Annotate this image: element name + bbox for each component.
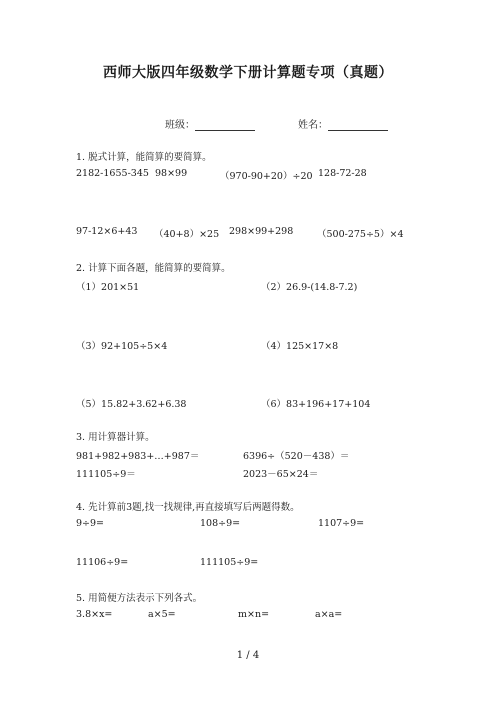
s4-r1-c1: 9÷9=: [76, 518, 105, 529]
class-field: [165, 116, 255, 131]
name-label: 姓名：: [298, 120, 328, 131]
section-3-heading: 3. 用计算器计算。: [76, 432, 155, 443]
s5-r1-c3: m×n=: [238, 609, 270, 620]
s1-r1-c3: （970-90+20）÷20: [220, 171, 313, 182]
s5-r1-c1: 3.8×x=: [76, 609, 113, 620]
s2-r3-c1: （5）15.82+3.62+6.38: [76, 399, 187, 410]
s5-r1-c2: a×5=: [148, 609, 176, 620]
s5-r1-c4: a×a=: [315, 609, 343, 620]
s2-r2-c1: （3）92+105÷5×4: [76, 341, 168, 352]
page-number: 1 / 4: [236, 650, 260, 661]
section-1-heading: 1. 脱式计算，能简算的要简算。: [76, 152, 212, 163]
s4-r2-c1: 11106÷9=: [76, 557, 129, 568]
s1-r1-c2: 98×99: [155, 168, 188, 179]
section-4-heading: 4. 先计算前3题,找一找规律,再直接填写后两题得数。: [76, 502, 300, 513]
s3-r2-c2: 2023－65×24＝: [243, 469, 319, 480]
s4-r1-c2: 108÷9=: [200, 518, 241, 529]
s1-r2-c2: （40+8）×25: [154, 229, 220, 240]
name-blank[interactable]: [328, 119, 388, 131]
s1-r2-c4: （500-275÷5）×4: [317, 229, 404, 240]
s1-r1-c1: 2182-1655-345: [76, 168, 149, 179]
s2-r1-c1: （1）201×51: [76, 282, 140, 293]
s1-r2-c1: 97-12×6+43: [76, 226, 138, 237]
section-5-heading: 5. 用简便方法表示下列各式。: [76, 593, 203, 604]
s2-r2-c2: （4）125×17×8: [261, 341, 339, 352]
s3-r2-c1: 111105÷9＝: [76, 469, 136, 480]
class-blank[interactable]: [195, 119, 255, 131]
page-title: 西师大版四年级数学下册计算题专项（真题）: [103, 65, 393, 81]
s3-r1-c1: 981+982+983+…+987＝: [76, 451, 200, 462]
class-label: 班级：: [165, 120, 195, 131]
s4-r2-c2: 111105÷9=: [200, 557, 259, 568]
s4-r1-c3: 1107÷9=: [318, 518, 365, 529]
section-2-heading: 2. 计算下面各题，能简算的要简算。: [76, 263, 231, 274]
s1-r2-c3: 298×99+298: [229, 226, 294, 237]
s3-r1-c2: 6396÷（520－438）＝: [243, 451, 350, 462]
name-field: [298, 116, 388, 131]
s2-r1-c2: （2）26.9-(14.8-7.2): [261, 282, 358, 293]
s2-r3-c2: （6）83+196+17+104: [261, 399, 371, 410]
s1-r1-c4: 128-72-28: [318, 168, 367, 179]
